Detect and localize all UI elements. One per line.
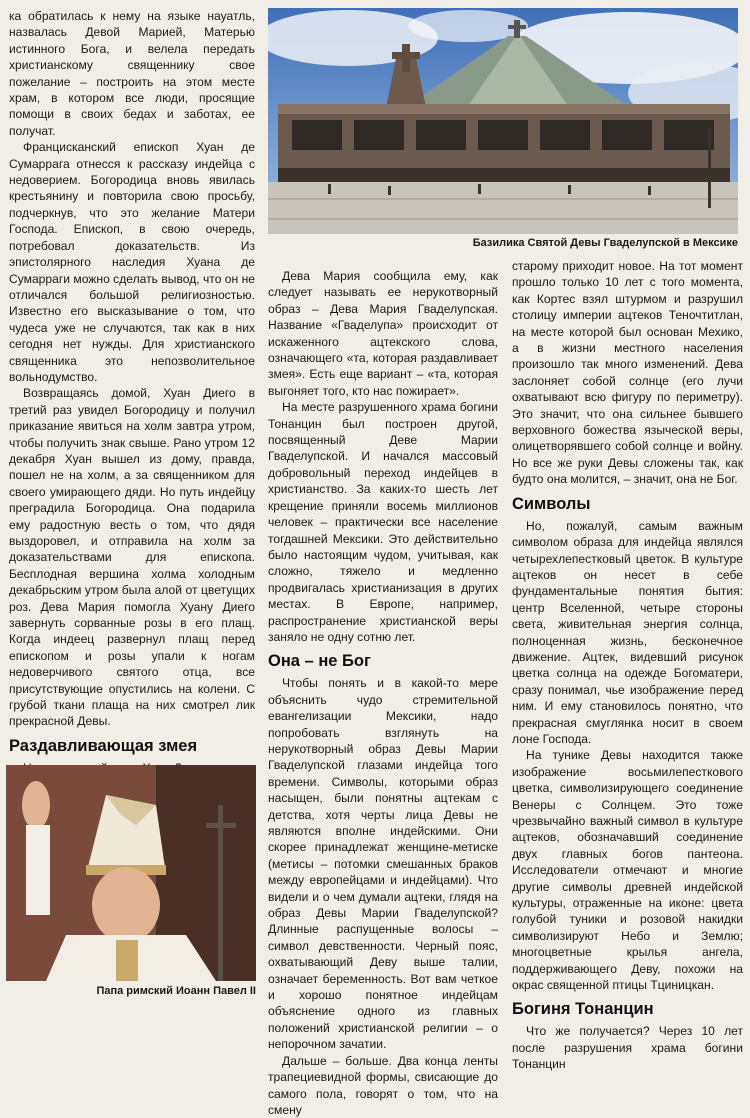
mid-paragraph-4: Дальше – больше. Два конца ленты трапециевидной формы, свисающие до самого пола, говорят о том, что на смену — [268, 1053, 498, 1117]
right-paragraph-1: старому приходит новое. На тот момент прошло только 10 лет с того момента, как Кортес взял штурмом и разрушил столицу империи ацтеков Теночтитлан, на месте которой был основан Мехико, а в жизни местного населения произошло так много изменений. Дева заслоняет собой солнце (его лучи охватывают всю фигуру по периметру). Это значит, что она сильнее бывшего верховного божества языческой веры, олицетворявшего собой солнце и войну. Но все же руки Девы сложены так, как будто она молится, – значит, она не Бог. — [512, 259, 743, 487]
right-paragraph-4: Что же получается? Через 10 лет после разрушения храма богини Тонанцин — [512, 1024, 743, 1072]
left-column — [9, 8, 255, 842]
section-heading-snake: Раздавливающая змея — [9, 736, 198, 755]
left-paragraph-1: ка обратилась к нему на языке науатль, назвалась Девой Марией, Матерью истинного Бога, и велела передать христианскому священнику свое пожелание – построить на этом месте храм, в котором все люди, просящие помощи в своих бедах и заботах, ее получат. — [9, 9, 255, 138]
pope-caption: Папа римский Иоанн Павел II — [96, 985, 256, 997]
basilica-caption: Базилика Святой Девы Гваделупской в Мексике — [472, 237, 738, 249]
right-paragraph-3: На тунике Девы находится также изображение восьмилепесткового цветка, символизирующего соединение Венеры с Солнцем. Это тоже чрезвычайно важный символ в культуре ацтеков, обозначавший соединение двух главных богов пантеона. Исследователи отмечают и многие другие символы древней индейской культуры, отраженные на иконе: цвета голубой туники и розовой накидки символизируют Небо и Землю; многоцветные крылья ангела, поддерживающего Деву, похожи на окрас священной птицы Тциницкан. — [512, 748, 743, 993]
left-paragraph-2: Францисканский епископ Хуан де Сумаррага отнесся к рассказу индейца с недоверием. Богородица вновь явилась крестьянину и повторила свою просьбу, подчеркнув, что это желание Матери Господа. Епископ, в свою очередь, потребовал доказательств. Из эпистолярного наследия Хуана де Сумарраги можно сделать вывод, что он не отличался большой религиозностью. Известно его высказывание о том, что чудеса уже не случаются, так как в них сегодня нет нужды. Для христианского священника это непозволительное вольнодумство. — [9, 140, 255, 384]
left-paragraph-3: Возвращаясь домой, Хуан Диего в третий раз увидел Богородицу и получил приказание явиться на холм завтра утром, чтобы получить знак свыше. Рано утром 12 декабря Хуан вышел из дому, правда, пошел не на холм, а за священником для своего умирающего дяди. Но путь индейцу преградила Богородица. Она подарила ему радостную весть о том, что дядя выздоровел, и отправила на холм за доказательствами для епископа. Бесплодная вершина холма холодным декабрьским утром была алой от цветущих роз. Дева Мария помогла Хуану Диего завернуть сорванные розы в его плащ. Когда индеец развернул плащ перед епископом и розы упали к ногам недоверчивого святого отца, все присутствующие опустились на колени. С грубой ткани плаща на них смотрел лик прекрасной Девы. — [9, 386, 255, 729]
middle-column — [268, 268, 498, 1118]
mid-paragraph-3: Чтобы понять и в какой-то мере объяснить чудо стремительной евангелизации Мексики, надо попробовать взглянуть на нерукотворный образ Девы Марии Гваделупской глазами индейца того времени. Символы, которыми образ насыщен, были понятны ацтекам с детства, хотя черты лица Девы не являются вполне индейскими. Они скорее принадлежат женщине-метиске (метисы – потомки смешанных браков между европейцами и индейцами). Что видели и о чем думали ацтеки, глядя на образ Девы Марии Гваделупской? Длинные распущенные волосы – символ девственности. Черный пояс, охватывающий Деву выше талии, означает беременность. Вот вам четкое и хорошо понятное индейцам объяснение одного из главных положений христианской религии – о непорочном зачатии. — [268, 676, 498, 1052]
mid-paragraph-1: Дева Мария сообщила ему, как следует называть ее нерукотворный образ – Дева Мария Гваделупская. Название «Гваделупа» происходит от искаженного ацтекского слова, означающего «та, которая раздавливает змея». Есть еще вариант – «та, которая выгоняет того, кто нас пожирает». — [268, 269, 498, 398]
section-heading-symbols: Символы — [512, 494, 591, 513]
mid-paragraph-2: На месте разрушенного храма богини Тонанцин был построен другой, посвященный Деве Марии Гваделупской. И начался массовый добровольный переход индейцев в христианство. За каких-то шесть лет крещение приняли восемь миллионов человек – практически все население тогдашней Мексики. Это действительно было настоящим чудом, учитывая, как сложно, тяжело и медленно продвигалась христианизация в других местах. В Европе, например, распространение христианской веры заняло не одну сотню лет. — [268, 400, 498, 644]
section-heading-tonantzin: Богиня Тонанцин — [512, 1000, 654, 1019]
section-heading-not-god: Она – не Бог — [268, 652, 371, 671]
pope-photo — [6, 765, 256, 981]
right-paragraph-2: Но, пожалуй, самым важным символом образа для индейца являлся четырехлепестковый цветок. В культуре ацтеков он несет в себе фундаментальные понятия бытия: центр Вселенной, четыре стороны света, живительная энергия солнца, полноценная жизнь, бесконечное движение. Ацтек, видевший рисунок цветка солнца на одежде Богоматери, сразу понимал, чье изображение перед ним. И ему становилось понятно, что прекрасная смуглянка носит в своем лоне Господа. — [512, 518, 743, 746]
right-column — [512, 258, 743, 1073]
basilica-photo — [268, 8, 738, 234]
